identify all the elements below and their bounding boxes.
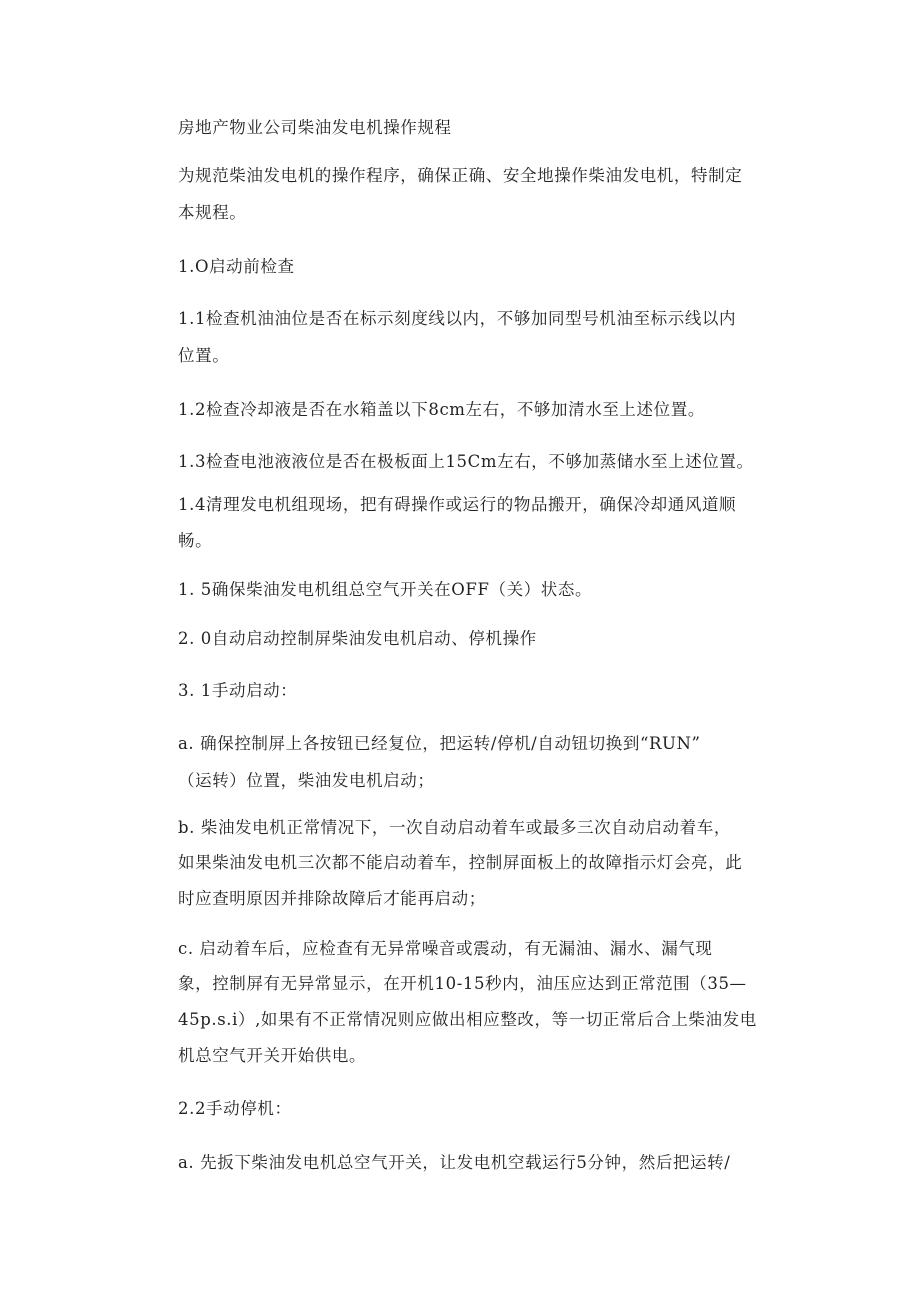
paragraph-line: 象，控制屏有无异常显示，在开机10-15秒内，油压应达到正常范围（35— — [178, 974, 747, 993]
paragraph-line: 45p.s.i）,如果有不正常情况则应做出相应整改，等一切正常后合上柴油发电 — [178, 1010, 757, 1029]
paragraph-line: 1.4清理发电机组现场，把有碍操作或运行的物品搬开，确保冷却通风道顺 — [178, 495, 737, 514]
paragraph-line: c. 启动着车后，应检查有无异常噪音或震动，有无漏油、漏水、漏气现 — [178, 939, 713, 958]
paragraph-line: 畅。 — [178, 531, 213, 550]
paragraph-line: 1. 5确保柴油发电机组总空气开关在OFF（关）状态。 — [178, 580, 593, 599]
paragraph-line: （运转）位置，柴油发电机启动； — [178, 771, 435, 790]
paragraph-line: b. 柴油发电机正常情况下，一次自动启动着车或最多三次自动启动着车， — [178, 818, 731, 837]
paragraph-line: 本规程。 — [178, 203, 247, 222]
section-heading: 1.O启动前检查 — [178, 257, 295, 276]
paragraph-line: 时应查明原因并排除故障后才能再启动； — [178, 889, 486, 908]
document-title: 房地产物业公司柴油发电机操作规程 — [178, 118, 452, 137]
section-heading: 3. 1手动启动： — [178, 681, 298, 700]
paragraph-line: a. 先扳下柴油发电机总空气开关，让发电机空载运行5分钟，然后把运转/ — [178, 1153, 731, 1172]
paragraph-line: 1.1检查机油油位是否在标示刻度线以内，不够加同型号机油至标示线以内 — [178, 309, 737, 328]
paragraph-line: 1.2检查冷却液是否在水箱盖以下8cm左右，不够加清水至上述位置。 — [178, 400, 705, 419]
paragraph-line: 为规范柴油发电机的操作程序，确保正确、安全地操作柴油发电机，特制定 — [178, 166, 743, 185]
paragraph-line: a. 确保控制屏上各按钮已经复位，把运转/停机/自动钮切换到“RUN” — [178, 734, 701, 753]
paragraph-line: 1.3检查电池液液位是否在极板面上15Cm左右，不够加蒸储水至上述位置。 — [178, 452, 754, 471]
section-heading: 2.2手动停机： — [178, 1099, 292, 1118]
paragraph-line: 如果柴油发电机三次都不能启动着车，控制屏面板上的故障指示灯会亮，此 — [178, 853, 743, 872]
paragraph-line: 机总空气开关开始供电。 — [178, 1046, 367, 1065]
section-heading: 2. 0自动启动控制屏柴油发电机启动、停机操作 — [178, 629, 537, 648]
paragraph-line: 位置。 — [178, 346, 230, 365]
